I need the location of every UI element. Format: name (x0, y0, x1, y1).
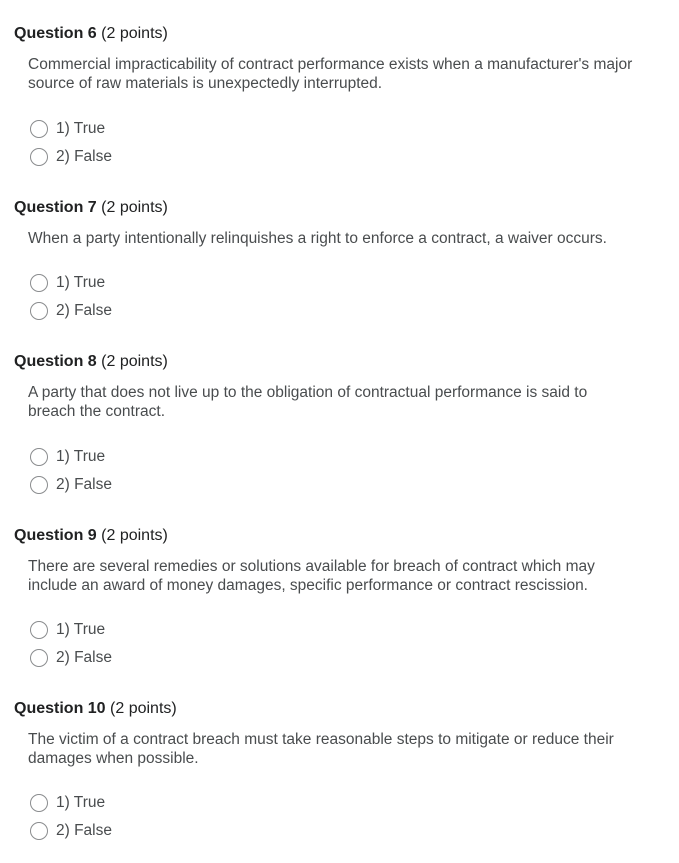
radio-button[interactable] (30, 649, 48, 667)
option-label: 2) False (56, 148, 112, 165)
question-title: Question 7 (14, 199, 97, 216)
option-label: 1) True (56, 448, 106, 465)
question-points: (2 points) (110, 700, 177, 717)
question-text: There are several remedies or solutions available for breach of contract which may include an award of money damages, specific performance or contract rescission. (28, 558, 595, 594)
radio-button[interactable] (30, 476, 48, 494)
option-label: 1) True (56, 274, 106, 291)
option-true[interactable] (30, 118, 105, 140)
question-header (14, 352, 168, 372)
question-points: (2 points) (101, 527, 168, 544)
question-title: Question 9 (14, 527, 97, 544)
option-true[interactable] (30, 272, 105, 294)
question-text: The victim of a contract breach must take reasonable steps to mitigate or reduce their damages when possible. (28, 731, 614, 767)
option-label: 2) False (56, 302, 112, 319)
option-label: 2) False (56, 822, 112, 839)
option-true[interactable] (30, 619, 105, 641)
question-title: Question 6 (14, 25, 97, 42)
radio-button[interactable] (30, 448, 48, 466)
radio-button[interactable] (30, 302, 48, 320)
option-false[interactable] (30, 146, 112, 168)
question-title: Question 10 (14, 700, 106, 717)
option-false[interactable] (30, 647, 112, 669)
question-text: When a party intentionally relinquishes a right to enforce a contract, a waiver occurs. (28, 230, 607, 247)
radio-button[interactable] (30, 148, 48, 166)
question-points: (2 points) (101, 199, 168, 216)
question-text: Commercial impracticability of contract performance exists when a manufacturer's major source of raw materials is unexpectedly interrupted. (28, 56, 633, 92)
option-label: 1) True (56, 794, 106, 811)
question-header (14, 24, 168, 44)
question-points: (2 points) (101, 353, 168, 370)
option-false[interactable] (30, 474, 112, 496)
question-header (14, 699, 177, 719)
option-true[interactable] (30, 446, 105, 468)
question-text: A party that does not live up to the obligation of contractual performance is said to breach the contract. (28, 384, 588, 420)
radio-button[interactable] (30, 274, 48, 292)
radio-button[interactable] (30, 822, 48, 840)
question-title: Question 8 (14, 353, 97, 370)
option-false[interactable] (30, 300, 112, 322)
option-false[interactable] (30, 820, 112, 842)
option-label: 1) True (56, 621, 106, 638)
radio-button[interactable] (30, 621, 48, 639)
option-label: 2) False (56, 476, 112, 493)
option-true[interactable] (30, 792, 105, 814)
radio-button[interactable] (30, 794, 48, 812)
option-label: 2) False (56, 649, 112, 666)
option-label: 1) True (56, 120, 106, 137)
question-header (14, 198, 168, 218)
radio-button[interactable] (30, 120, 48, 138)
question-header (14, 526, 168, 546)
question-points: (2 points) (101, 25, 168, 42)
